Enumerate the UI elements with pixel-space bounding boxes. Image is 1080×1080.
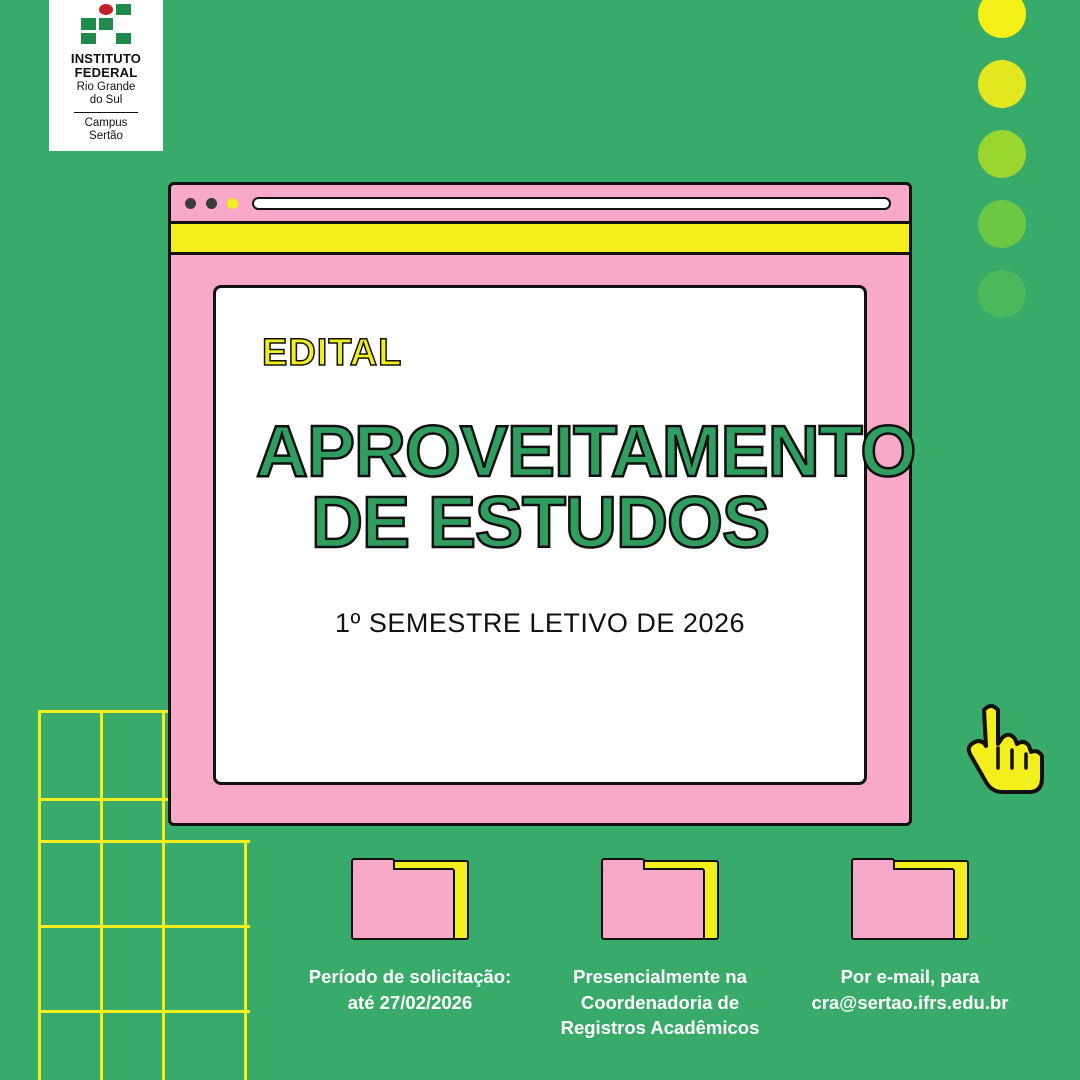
folder-icon [601, 860, 719, 942]
browser-window-illustration [168, 182, 916, 826]
window-close-dot-icon[interactable] [185, 198, 196, 209]
ifrs-logo-mark-icon [81, 4, 131, 44]
folder-icon [351, 860, 469, 942]
kicker-label: EDITAL [262, 332, 403, 374]
dot-column-decoration [978, 0, 1026, 318]
decor-dot [978, 200, 1026, 248]
logo-institute-line2: FEDERAL [74, 64, 138, 80]
logo-state-line2: do Sul [89, 93, 123, 106]
window-minimize-dot-icon[interactable] [206, 198, 217, 209]
info-caption-line-1: Período de solicitação: [308, 966, 512, 987]
window-content [213, 285, 916, 785]
decor-dot [978, 0, 1026, 38]
info-caption [550, 964, 770, 1041]
info-caption-line-1: Presencialmente na [573, 966, 747, 987]
logo-campus-line2: Sertão [89, 129, 123, 142]
info-caption-line-1: Por e-mail, para [840, 966, 980, 987]
folder-row [300, 860, 1020, 1041]
info-item [550, 860, 770, 1041]
info-item [800, 860, 1020, 1041]
info-caption-line-2: Coordenadoria de [580, 991, 740, 1013]
decor-dot [978, 130, 1026, 178]
window-toolbar [171, 221, 909, 255]
decor-dot [978, 270, 1026, 318]
info-caption-line-3: Registros Acadêmicos [560, 1017, 760, 1039]
ifrs-logo [49, 0, 163, 151]
headline-line-2: DE ESTUDOS [310, 482, 770, 563]
info-caption [800, 964, 1020, 1015]
logo-divider [74, 112, 138, 114]
semester-subtitle: 1º SEMESTRE LETIVO DE 2026 [334, 608, 745, 639]
traffic-light-dots [185, 198, 238, 209]
logo-institute-line1: INSTITUTO [70, 51, 142, 66]
info-caption-line-2: até 27/02/2026 [347, 991, 473, 1013]
pointing-hand-cursor-icon [962, 700, 1052, 800]
page-title [256, 412, 916, 563]
logo-state-line1: Rio Grande [76, 81, 136, 94]
logo-campus-line1: Campus [84, 117, 128, 130]
info-item [300, 860, 520, 1041]
decor-dot [978, 60, 1026, 108]
window-titlebar [171, 185, 909, 221]
info-caption-line-2: cra@sertao.ifrs.edu.br [811, 991, 1009, 1013]
folder-icon [851, 860, 969, 942]
headline-line-1: APROVEITAMENTO [256, 412, 916, 492]
info-caption [300, 964, 520, 1015]
window-maximize-dot-icon[interactable] [227, 198, 238, 209]
address-bar[interactable] [252, 197, 891, 210]
